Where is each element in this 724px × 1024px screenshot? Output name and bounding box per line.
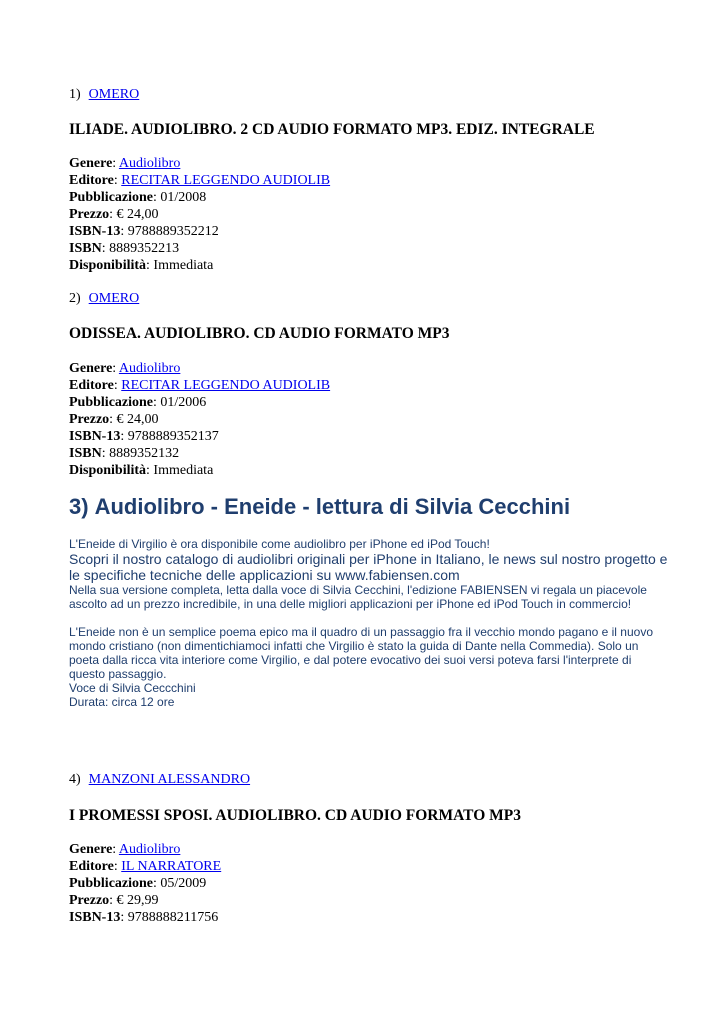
prezzo-label: Prezzo [69,412,110,427]
eneide-line-1: L'Eneide di Virgilio è ora disponibile come audiolibro per iPhone ed iPod Touch! [69,537,490,551]
pubblicazione-value: 05/2009 [160,876,207,891]
disponibilita-row: Disponibilità: Immediata [69,258,214,273]
item-number: 1) [69,87,81,102]
isbn13-value: 9788888211756 [127,910,219,925]
spacer [69,611,669,625]
pubblicazione-value: 01/2006 [160,395,207,410]
book-title: ODISSEA. AUDIOLIBRO. CD AUDIO FORMATO MP3 [69,325,450,342]
item-4-header [69,772,250,788]
isbn-value: 8889352132 [109,446,180,461]
prezzo-row: Prezzo: € 29,99 [69,893,159,908]
pubblicazione-row: Pubblicazione: 01/2006 [69,395,207,410]
disponibilita-label: Disponibilità [69,258,147,273]
book-details [69,360,330,479]
item-number: 3) [69,494,89,519]
editore-link[interactable]: RECITAR LEGGENDO AUDIOLIB [121,378,331,393]
disponibilita-label: Disponibilità [69,463,147,478]
pubblicazione-value: 01/2008 [160,190,207,205]
isbn13-value: 9788889352137 [127,429,219,444]
editore-label: Editore [69,859,114,874]
prezzo-label: Prezzo [69,893,110,908]
editore-link[interactable]: RECITAR LEGGENDO AUDIOLIB [121,173,331,188]
author-link[interactable]: MANZONI ALESSANDRO [88,772,251,787]
isbn13-row: ISBN-13: 9788889352137 [69,429,219,444]
editore-label: Editore [69,173,114,188]
eneide-line-5: Voce di Silvia Ceccchini [69,681,196,695]
book-title: ILIADE. AUDIOLIBRO. 2 CD AUDIO FORMATO MP3. EDIZ. INTEGRALE [69,121,595,138]
pubblicazione-label: Pubblicazione [69,876,154,891]
genere-row: Genere: Audiolibro [69,842,181,857]
disponibilita-value: Immediata [153,258,214,273]
prezzo-row: Prezzo: € 24,00 [69,412,159,427]
author-link[interactable]: OMERO [88,291,140,306]
isbn-value: 8889352213 [109,241,180,256]
prezzo-row: Prezzo: € 24,00 [69,207,159,222]
isbn13-row: ISBN-13: 9788888211756 [69,910,219,925]
pubblicazione-label: Pubblicazione [69,190,154,205]
genere-label: Genere [69,842,113,857]
prezzo-value: € 24,00 [116,412,159,427]
genere-link[interactable]: Audiolibro [118,842,181,857]
genere-link[interactable]: Audiolibro [118,156,181,171]
isbn13-label: ISBN-13 [69,224,121,239]
isbn-label: ISBN [69,241,102,256]
editore-row: Editore: IL NARRATORE [69,859,222,874]
prezzo-label: Prezzo [69,207,110,222]
isbn13-row: ISBN-13: 9788889352212 [69,224,219,239]
eneide-line-6: Durata: circa 12 ore [69,695,175,709]
isbn13-label: ISBN-13 [69,910,121,925]
genere-row: Genere: Audiolibro [69,156,181,171]
eneide-heading-text: Audiolibro - Eneide - lettura di Silvia Cecchini [94,494,571,519]
isbn13-label: ISBN-13 [69,429,121,444]
disponibilita-row: Disponibilità: Immediata [69,463,214,478]
isbn-row: ISBN: 8889352213 [69,241,180,256]
genere-label: Genere [69,156,113,171]
pubblicazione-row: Pubblicazione: 05/2009 [69,876,207,891]
editore-label: Editore [69,378,114,393]
item-number: 2) [69,291,81,306]
eneide-line-4: L'Eneide non è un semplice poema epico ma il quadro di un passaggio fra il vecchio mondo pagano e il nuovo mondo cristiano (non dimentichiamoci infatti che Virgilio è stato la guida di Dante nella Commedia). Solo un poeta dalla ricca vita interiore come Virgilio, e dal potere evocativo dei suoi versi poteva farsi l'interprete di questo passaggio. [69,625,654,681]
genere-link[interactable]: Audiolibro [118,361,181,376]
eneide-description [69,537,669,709]
eneide-line-3: Nella sua versione completa, letta dalla voce di Silvia Cecchini, l'edizione FABIENSEN vi regala un piacevole ascolto ad un prezzo incredibile, in una delle migliori applicazioni per iPhone ed iPod Touch in commercio! [69,583,647,611]
prezzo-value: € 24,00 [116,207,159,222]
book-title: I PROMESSI SPOSI. AUDIOLIBRO. CD AUDIO FORMATO MP3 [69,807,521,824]
disponibilita-value: Immediata [153,463,214,478]
genere-row: Genere: Audiolibro [69,361,181,376]
prezzo-value: € 29,99 [116,893,159,908]
item-1-header [69,87,139,103]
pubblicazione-row: Pubblicazione: 01/2008 [69,190,207,205]
item-number: 4) [69,772,81,787]
genere-label: Genere [69,361,113,376]
editore-row: Editore: RECITAR LEGGENDO AUDIOLIB [69,173,331,188]
eneide-heading [69,494,570,520]
book-details [69,155,330,274]
pubblicazione-label: Pubblicazione [69,395,154,410]
item-2-header [69,291,139,307]
isbn-row: ISBN: 8889352132 [69,446,180,461]
author-link[interactable]: OMERO [88,87,140,102]
editore-row: Editore: RECITAR LEGGENDO AUDIOLIB [69,378,331,393]
book-details [69,841,221,926]
isbn13-value: 9788889352212 [127,224,219,239]
eneide-line-2: Scopri il nostro catalogo di audiolibri originali per iPhone in Italiano, le news sul nostro progetto e le specifiche tecniche delle applicazioni su www.fabiensen.com [69,551,668,583]
isbn-label: ISBN [69,446,102,461]
editore-link[interactable]: IL NARRATORE [121,859,222,874]
